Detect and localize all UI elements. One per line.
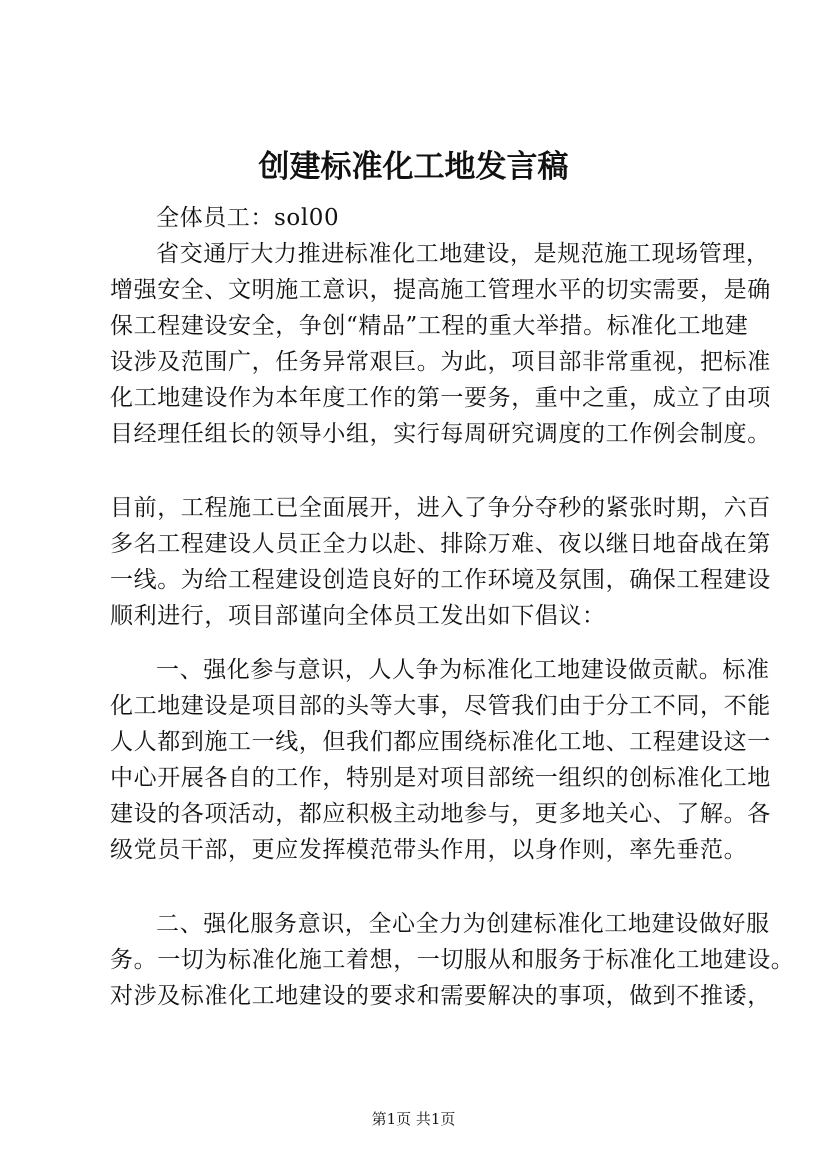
paragraph-line: 设涉及范围广，任务异常艰巨。为此，项目部非常重视，把标准 [110, 349, 771, 375]
paragraph-line: 务。一切为标准化施工着想，一切服从和服务于标准化工地建设。 [110, 947, 795, 973]
paragraph-line: 人人都到施工一线，但我们都应围绕标准化工地、工程建设这一 [110, 729, 771, 755]
paragraph-line: 一、强化参与意识，人人争为标准化工地建设做贡献。标准 [156, 657, 770, 683]
paragraph-line: 中心开展各自的工作，特别是对项目部统一组织的创标准化工地 [110, 765, 771, 791]
paragraph-line: 一线。为给工程建设创造良好的工作环境及氛围，确保工程建设 [110, 567, 771, 593]
paragraph-line: 对涉及标准化工地建设的要求和需要解决的事项，做到不推诿， [110, 983, 771, 1009]
paragraph-line: 建设的各项活动，都应积极主动地参与，更多地关心、了解。各 [110, 801, 771, 827]
paragraph-line: 化工地建设是项目部的头等大事，尽管我们由于分工不同，不能 [110, 693, 771, 719]
paragraph-line: 增强安全、文明施工意识，提高施工管理水平的切实需要，是确 [110, 277, 771, 303]
page-footer: 第1页 共1页 [371, 1110, 456, 1128]
paragraph-line: 目前，工程施工已全面展开，进入了争分夺秒的紧张时期，六百 [110, 495, 771, 521]
paragraph-line: 化工地建设作为本年度工作的第一要务，重中之重，成立了由项 [110, 385, 771, 411]
paragraph-line: 二、强化服务意识，全心全力为创建标准化工地建设做好服 [156, 911, 770, 937]
paragraph-line: 多名工程建设人员正全力以赴、排除万难、夜以继日地奋战在第 [110, 531, 771, 557]
greeting-line: 全体员工：sol00 [156, 205, 340, 231]
paragraph-line: 保工程建设安全，争创“精品”工程的重大举措。标准化工地建 [110, 313, 749, 339]
paragraph-line: 目经理任组长的领导小组，实行每周研究调度的工作例会制度。 [110, 421, 771, 447]
paragraph-line: 省交通厅大力推进标准化工地建设，是规范施工现场管理， [156, 241, 770, 267]
paragraph-line: 顺利进行，项目部谨向全体员工发出如下倡议： [110, 603, 606, 629]
document-title: 创建标准化工地发言稿 [258, 149, 569, 185]
paragraph-line: 级党员干部，更应发挥模范带头作用，以身作则，率先垂范。 [110, 837, 748, 863]
